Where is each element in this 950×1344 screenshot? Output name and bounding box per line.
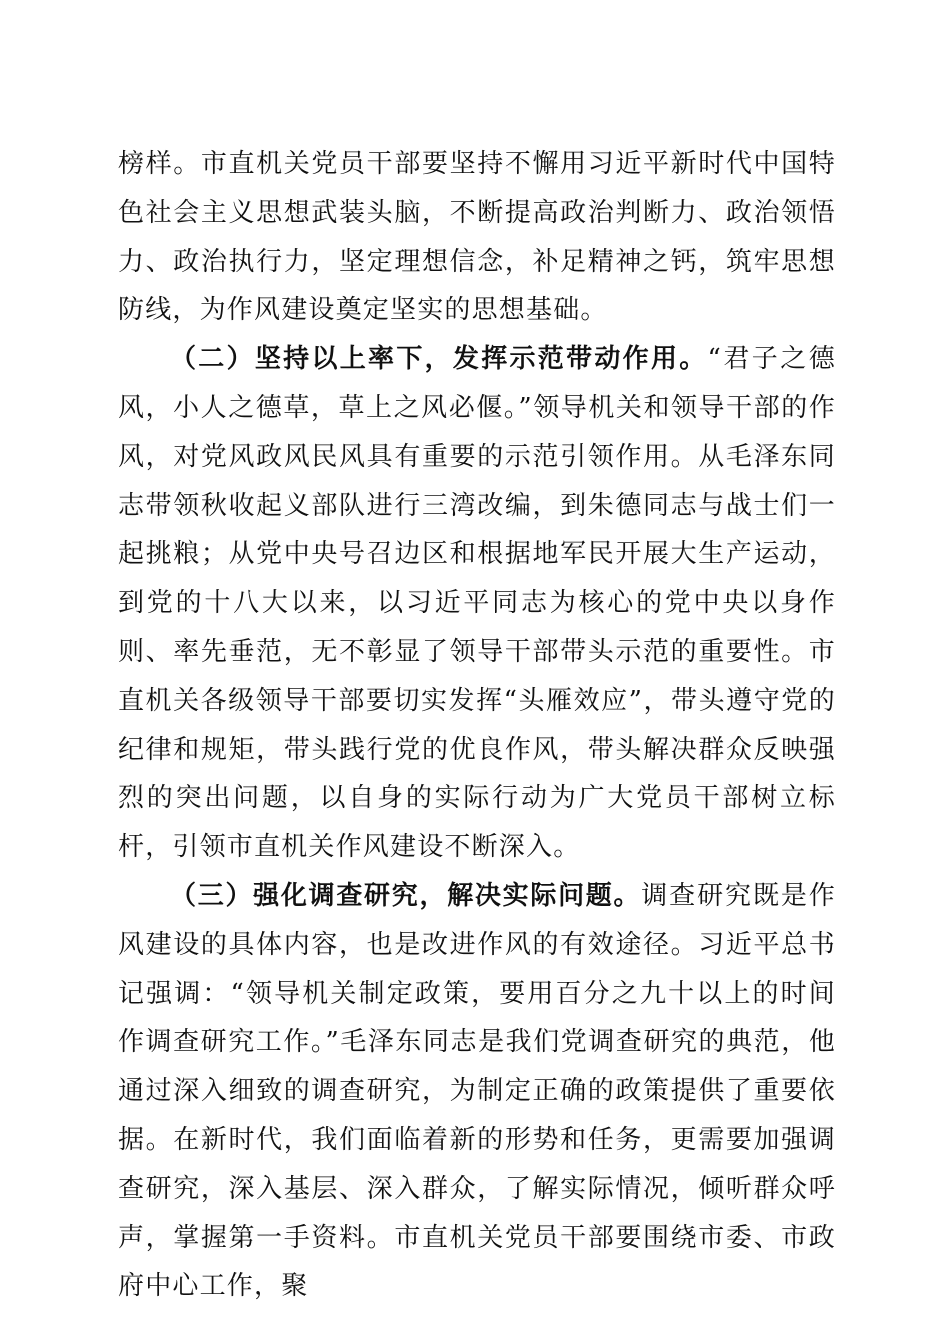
paragraph-1-text: 榜样。市直机关党员干部要坚持不懈用习近平新时代中国特色社会主义思想武装头脑，不断提高政治判断力、政治领悟力、政治执行力，坚定理想信念，补足精神之钙，筑牢思想防线，为作风建设奠定坚实的思想基础。 [118, 149, 836, 326]
document-body [118, 140, 836, 1311]
section-heading-3: （三）强化调查研究，解决实际问题。 [170, 880, 642, 911]
paragraph-2 [118, 335, 836, 872]
paragraph-3 [118, 872, 836, 1311]
paragraph-2-text: “君子之德风，小人之德草，草上之风必偃。”领导机关和领导干部的作风，对党风政风民风具有重要的示范引领作用。从毛泽东同志带领秋收起义部队进行三湾改编，到朱德同志与战士们一起挑粮；从党中央号召边区和根据地军民开展大生产运动，到党的十八大以来，以习近平同志为核心的党中央以身作则、率先垂范，无不彰显了领导干部带头示范的重要性。市直机关各级领导干部要切实发挥“头雁效应”，带头遵守党的纪律和规矩，带头践行党的优良作风，带头解决群众反映强烈的突出问题，以自身的实际行动为广大党员干部树立标杆，引领市直机关作风建设不断深入。 [118, 344, 836, 863]
paragraph-3-text: 调查研究既是作风建设的具体内容，也是改进作风的有效途径。习近平总书记强调：“领导机关制定政策，要用百分之九十以上的时间作调查研究工作。”毛泽东同志是我们党调查研究的典范，他通过深入细致的调查研究，为制定正确的政策提供了重要依据。在新时代，我们面临着新的形势和任务，更需要加强调查研究，深入基层、深入群众，了解实际情况，倾听群众呼声，掌握第一手资料。市直机关党员干部要围绕市委、市政府中心工作，聚 [118, 880, 836, 1302]
section-heading-2: （二）坚持以上率下，发挥示范带动作用。 [170, 344, 708, 375]
paragraph-1 [118, 140, 836, 335]
